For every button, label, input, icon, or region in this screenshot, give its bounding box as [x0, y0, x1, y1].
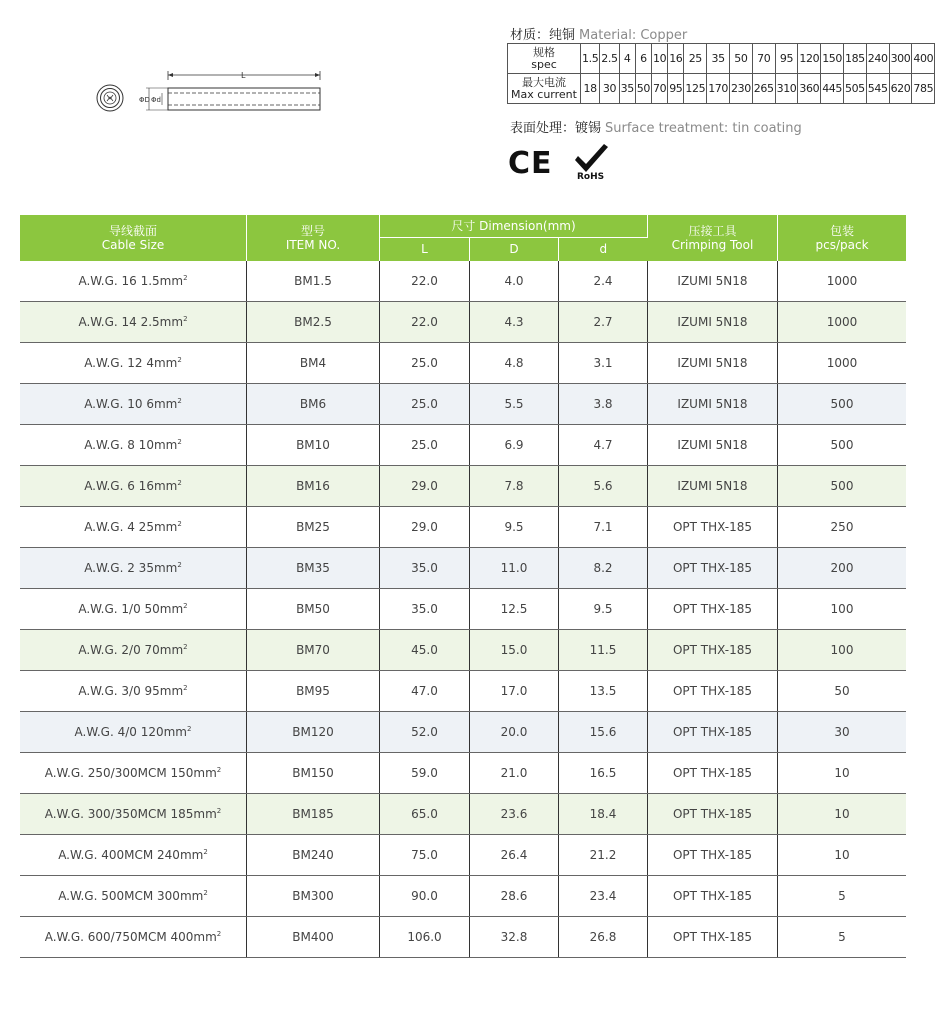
pack-cell: 1000: [778, 302, 907, 343]
crimping-tool-cell: OPT THX-185: [648, 671, 778, 712]
item-no-header-cn: 型号: [300, 223, 325, 238]
cable-size-text: A.W.G. 2 35mm: [84, 561, 178, 575]
spec-header-en: spec: [531, 57, 557, 71]
side-view: [139, 71, 320, 110]
dim-d-cell: 7.1: [559, 507, 648, 548]
table-row: [20, 876, 906, 917]
pack-cell: 100: [778, 630, 907, 671]
rohs-logo: [574, 142, 614, 182]
spec-value: 6: [635, 44, 651, 74]
ce-logo: CE: [508, 146, 553, 181]
spec-value: 4: [619, 44, 635, 74]
squared-superscript: 2: [183, 274, 188, 282]
cable-size-cell: [20, 671, 247, 712]
cable-size-cell: [20, 753, 247, 794]
current-value: 505: [843, 74, 866, 104]
current-value: 18: [581, 74, 600, 104]
crimping-tool-header-en: Crimping Tool: [671, 238, 754, 252]
table-row: [20, 548, 906, 589]
cable-size-cell: [20, 302, 247, 343]
dim-L-cell: 65.0: [380, 794, 470, 835]
cable-size-cell: [20, 507, 247, 548]
dim-L-cell: 75.0: [380, 835, 470, 876]
spec-header: [508, 44, 581, 74]
dim-d-cell: 8.2: [559, 548, 648, 589]
table-row: [20, 753, 906, 794]
squared-superscript: 2: [216, 807, 222, 815]
pack-cell: 500: [778, 466, 907, 507]
dim-D-cell: 4.3: [470, 302, 559, 343]
cable-size-text: A.W.G. 16 1.5mm: [78, 274, 184, 288]
item-no-cell: BM35: [247, 548, 380, 589]
spec-value: 10: [652, 44, 668, 74]
cable-size-text: A.W.G. 10 6mm: [84, 397, 178, 411]
current-value: 445: [821, 74, 844, 104]
material-en: Material: Copper: [579, 28, 688, 43]
crimping-tool-cell: IZUMI 5N18: [648, 425, 778, 466]
current-value: 95: [668, 74, 684, 104]
cable-size-text: A.W.G. 12 4mm: [84, 356, 178, 370]
product-table: [20, 215, 906, 958]
cable-size-header-cn: 导线截面: [108, 223, 157, 238]
dim-d-cell: 9.5: [559, 589, 648, 630]
dim-d-cell: 23.4: [559, 876, 648, 917]
end-view-icon: [97, 85, 123, 111]
crimping-tool-cell: OPT THX-185: [648, 630, 778, 671]
dim-L-cell: 22.0: [380, 261, 470, 302]
squared-superscript: 2: [183, 684, 188, 692]
dim-L-cell: 35.0: [380, 548, 470, 589]
crimping-tool-cell: OPT THX-185: [648, 835, 778, 876]
dim-D-cell: 7.8: [470, 466, 559, 507]
squared-superscript: 2: [177, 356, 182, 364]
current-value: 785: [912, 74, 935, 104]
crimping-tool-header-cn: 压接工具: [688, 223, 737, 238]
squared-superscript: 2: [183, 643, 188, 651]
crimping-tool-cell: OPT THX-185: [648, 589, 778, 630]
table-row: [20, 425, 906, 466]
pack-cell: 50: [778, 671, 907, 712]
cable-size-text: A.W.G. 8 10mm: [84, 438, 178, 452]
inner-dia-label: Φd: [151, 96, 161, 104]
current-value: 545: [866, 74, 889, 104]
surface-line: [510, 117, 802, 136]
spec-value: 400: [912, 44, 935, 74]
dim-D-cell: 11.0: [470, 548, 559, 589]
spec-row: [508, 44, 935, 74]
squared-superscript: 2: [203, 889, 208, 897]
spec-value: 300: [889, 44, 912, 74]
spec-header-cn: 规格: [533, 45, 555, 59]
squared-superscript: 2: [177, 561, 182, 569]
dim-d-cell: 4.7: [559, 425, 648, 466]
dim-L-header: L: [380, 238, 470, 262]
crimping-tool-cell: OPT THX-185: [648, 794, 778, 835]
pack-cell: 250: [778, 507, 907, 548]
material-cn: 材质：纯铜: [510, 28, 576, 43]
table-row: [20, 835, 906, 876]
dim-L-cell: 45.0: [380, 630, 470, 671]
crimping-tool-header: [648, 215, 778, 261]
current-value: 310: [775, 74, 798, 104]
current-row: [508, 74, 935, 104]
dim-d-cell: 16.5: [559, 753, 648, 794]
dim-d-cell: 2.4: [559, 261, 648, 302]
cable-size-cell: [20, 261, 247, 302]
dim-L-cell: 25.0: [380, 425, 470, 466]
dim-D-cell: 4.0: [470, 261, 559, 302]
crimping-tool-cell: IZUMI 5N18: [648, 384, 778, 425]
spec-value: 120: [798, 44, 821, 74]
table-row: [20, 507, 906, 548]
crimping-tool-cell: OPT THX-185: [648, 753, 778, 794]
cable-size-text: A.W.G. 600/750MCM 400mm: [44, 930, 217, 944]
spec-value: 185: [843, 44, 866, 74]
table-row: [20, 794, 906, 835]
table-row: [20, 671, 906, 712]
pack-cell: 10: [778, 794, 907, 835]
item-no-cell: BM70: [247, 630, 380, 671]
cable-size-text: A.W.G. 500MCM 300mm: [58, 889, 204, 903]
squared-superscript: 2: [186, 725, 192, 733]
spec-value: 240: [866, 44, 889, 74]
spec-value: 50: [730, 44, 753, 74]
crimping-tool-cell: OPT THX-185: [648, 876, 778, 917]
rohs-text: RoHS: [577, 172, 605, 182]
table-row: [20, 302, 906, 343]
item-no-cell: BM185: [247, 794, 380, 835]
squared-superscript: 2: [177, 479, 182, 487]
item-no-cell: BM1.5: [247, 261, 380, 302]
cable-size-text: A.W.G. 2/0 70mm: [78, 643, 184, 657]
dim-L-cell: 29.0: [380, 507, 470, 548]
current-value: 360: [798, 74, 821, 104]
dim-D-cell: 9.5: [470, 507, 559, 548]
table-row: [20, 630, 906, 671]
table-row: [20, 589, 906, 630]
dim-d-cell: 13.5: [559, 671, 648, 712]
item-no-cell: BM50: [247, 589, 380, 630]
cable-size-text: A.W.G. 4/0 120mm: [74, 725, 187, 739]
cable-size-cell: [20, 794, 247, 835]
outer-dia-label: ΦD: [139, 96, 150, 104]
item-no-cell: BM150: [247, 753, 380, 794]
table-row: [20, 343, 906, 384]
item-no-cell: BM25: [247, 507, 380, 548]
item-no-cell: BM300: [247, 876, 380, 917]
cable-size-text: A.W.G. 6 16mm: [84, 479, 178, 493]
squared-superscript: 2: [216, 766, 222, 774]
dim-D-cell: 32.8: [470, 917, 559, 958]
spec-value: 1.5: [581, 44, 600, 74]
surface-cn: 表面处理：镀锡: [510, 121, 602, 136]
item-no-cell: BM95: [247, 671, 380, 712]
crimping-tool-cell: IZUMI 5N18: [648, 302, 778, 343]
current-value: 265: [752, 74, 775, 104]
crimping-tool-cell: OPT THX-185: [648, 548, 778, 589]
pack-cell: 200: [778, 548, 907, 589]
dim-L-cell: 29.0: [380, 466, 470, 507]
spec-value: 70: [752, 44, 775, 74]
cable-size-header: [20, 215, 247, 261]
cable-size-cell: [20, 548, 247, 589]
cable-size-cell: [20, 917, 247, 958]
item-no-cell: BM10: [247, 425, 380, 466]
dim-D-cell: 5.5: [470, 384, 559, 425]
dim-L-cell: 25.0: [380, 343, 470, 384]
spec-value: 35: [707, 44, 730, 74]
spec-value: 95: [775, 44, 798, 74]
pack-cell: 10: [778, 835, 907, 876]
cable-size-text: A.W.G. 14 2.5mm: [78, 315, 184, 329]
dim-D-cell: 12.5: [470, 589, 559, 630]
cable-size-text: A.W.G. 250/300MCM 150mm: [44, 766, 217, 780]
dim-d-cell: 2.7: [559, 302, 648, 343]
dim-d-cell: 5.6: [559, 466, 648, 507]
cable-size-cell: [20, 835, 247, 876]
dim-d-cell: 18.4: [559, 794, 648, 835]
dim-L-cell: 106.0: [380, 917, 470, 958]
current-value: 50: [635, 74, 651, 104]
pack-cell: 10: [778, 753, 907, 794]
current-value: 30: [600, 74, 619, 104]
crimping-tool-cell: IZUMI 5N18: [648, 261, 778, 302]
material-line: [510, 24, 687, 43]
dim-D-cell: 26.4: [470, 835, 559, 876]
length-label: L: [241, 71, 246, 80]
current-value: 125: [684, 74, 707, 104]
cable-size-cell: [20, 589, 247, 630]
cable-size-text: A.W.G. 1/0 50mm: [78, 602, 184, 616]
dim-D-cell: 21.0: [470, 753, 559, 794]
squared-superscript: 2: [183, 602, 188, 610]
squared-superscript: 2: [203, 848, 208, 856]
current-value: 35: [619, 74, 635, 104]
dim-D-cell: 20.0: [470, 712, 559, 753]
table-body: [20, 261, 906, 958]
item-no-cell: BM400: [247, 917, 380, 958]
pack-cell: 30: [778, 712, 907, 753]
crimping-tool-cell: IZUMI 5N18: [648, 466, 778, 507]
spec-value: 25: [684, 44, 707, 74]
item-no-header: [247, 215, 380, 261]
spec-current-table: [507, 43, 935, 104]
dim-L-cell: 59.0: [380, 753, 470, 794]
pack-cell: 500: [778, 425, 907, 466]
dim-d-cell: 3.8: [559, 384, 648, 425]
cable-size-text: A.W.G. 3/0 95mm: [78, 684, 184, 698]
item-no-cell: BM2.5: [247, 302, 380, 343]
cable-size-text: A.W.G. 400MCM 240mm: [58, 848, 204, 862]
item-no-cell: BM4: [247, 343, 380, 384]
cable-size-text: A.W.G. 4 25mm: [84, 520, 178, 534]
item-no-cell: BM240: [247, 835, 380, 876]
squared-superscript: 2: [177, 438, 182, 446]
pack-header: [778, 215, 907, 261]
dim-D-header: D: [470, 238, 559, 262]
table-head: [20, 215, 906, 261]
dim-L-cell: 52.0: [380, 712, 470, 753]
dim-D-cell: 28.6: [470, 876, 559, 917]
current-header-cn: 最大电流: [522, 75, 566, 89]
squared-superscript: 2: [177, 397, 182, 405]
dim-L-cell: 25.0: [380, 384, 470, 425]
table-row: [20, 466, 906, 507]
dim-d-cell: 11.5: [559, 630, 648, 671]
cable-size-cell: [20, 425, 247, 466]
item-no-header-en: ITEM NO.: [285, 238, 341, 252]
dim-D-cell: 4.8: [470, 343, 559, 384]
item-no-cell: BM16: [247, 466, 380, 507]
table-row: [20, 261, 906, 302]
pack-cell: 1000: [778, 343, 907, 384]
dimension-header: 尺寸 Dimension(mm): [380, 215, 648, 238]
pack-header-en: pcs/pack: [815, 238, 869, 252]
crimping-tool-cell: IZUMI 5N18: [648, 343, 778, 384]
item-no-cell: BM6: [247, 384, 380, 425]
dim-L-cell: 22.0: [380, 302, 470, 343]
current-value: 230: [730, 74, 753, 104]
cable-size-header-en: Cable Size: [101, 238, 165, 252]
crimping-tool-cell: OPT THX-185: [648, 712, 778, 753]
item-no-cell: BM120: [247, 712, 380, 753]
current-value: 70: [652, 74, 668, 104]
dim-D-cell: 17.0: [470, 671, 559, 712]
pack-cell: 5: [778, 917, 907, 958]
dim-D-cell: 15.0: [470, 630, 559, 671]
table-row: [20, 917, 906, 958]
spec-value: 2.5: [600, 44, 619, 74]
cable-size-cell: [20, 712, 247, 753]
dim-L-cell: 90.0: [380, 876, 470, 917]
pack-cell: 1000: [778, 261, 907, 302]
surface-en: Surface treatment: tin coating: [605, 121, 802, 136]
pack-cell: 100: [778, 589, 907, 630]
dim-L-cell: 35.0: [380, 589, 470, 630]
table-row: [20, 712, 906, 753]
cable-size-cell: [20, 343, 247, 384]
cable-size-cell: [20, 466, 247, 507]
dim-d-header: d: [559, 238, 648, 262]
dim-d-cell: 3.1: [559, 343, 648, 384]
cable-size-text: A.W.G. 300/350MCM 185mm: [44, 807, 217, 821]
dim-d-cell: 26.8: [559, 917, 648, 958]
crimping-tool-cell: OPT THX-185: [648, 917, 778, 958]
squared-superscript: 2: [216, 930, 222, 938]
table-row: [20, 384, 906, 425]
current-value: 620: [889, 74, 912, 104]
spec-value: 16: [668, 44, 684, 74]
current-value: 170: [707, 74, 730, 104]
pack-cell: 500: [778, 384, 907, 425]
cable-size-cell: [20, 384, 247, 425]
dim-d-cell: 15.6: [559, 712, 648, 753]
current-header: [508, 74, 581, 104]
dim-D-cell: 6.9: [470, 425, 559, 466]
squared-superscript: 2: [177, 520, 182, 528]
cable-size-cell: [20, 876, 247, 917]
pack-cell: 5: [778, 876, 907, 917]
dim-d-cell: 21.2: [559, 835, 648, 876]
crimping-tool-cell: OPT THX-185: [648, 507, 778, 548]
spec-value: 150: [821, 44, 844, 74]
dim-L-cell: 47.0: [380, 671, 470, 712]
current-header-en: Max current: [511, 87, 577, 101]
squared-superscript: 2: [183, 315, 188, 323]
sleeve-drawing: [88, 66, 328, 118]
dim-D-cell: 23.6: [470, 794, 559, 835]
pack-header-cn: 包装: [829, 223, 854, 238]
cable-size-cell: [20, 630, 247, 671]
